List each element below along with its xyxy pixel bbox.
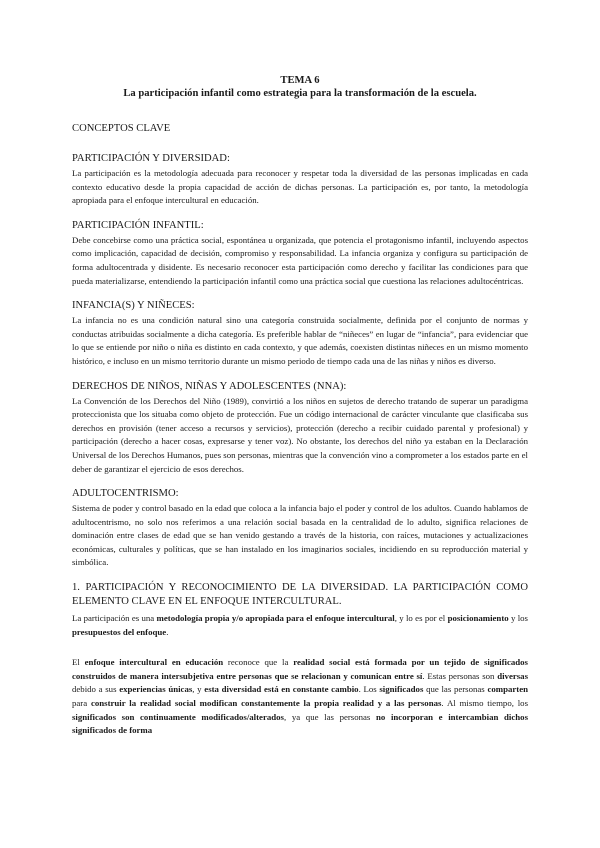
- text-run: para: [72, 698, 91, 709]
- bold-run: significados: [379, 684, 424, 695]
- text-run: . Los: [358, 684, 380, 695]
- text-run: El: [72, 657, 85, 668]
- section-body: Debe concebirse como una práctica social, espontánea u organizada, que potencia el protagonismo infantil, incluyendo aspectos como implicación, capacidad de decisión, compromiso y responsabilidad. La infancia organiza y configura su participación de forma adultocentrada y disidente. Es necesario reconocer esta participación como derecho y facilitar las condiciones para que pueda materializarse, entendiendo la participación infantil como una práctica social que cuestiona las relaciones adultocéntricas.: [72, 234, 528, 286]
- text-run: y los: [508, 613, 528, 624]
- bold-run: posicionamiento: [447, 613, 509, 624]
- text-run: . Al mismo tiempo, los: [441, 698, 529, 709]
- section-body: La Convención de los Derechos del Niño (1989), convirtió a los niños en sujetos de derecho tratando de superar un paradigma proteccionista que los situaba como objeto de protección. Fue un código internacional de carácter vinculante que clasificaba sus derechos en provisión (tener acceso a recursos y servicios), protección (derecho a recibir cuidado parental y profesional) y participación (derecho a hacer cosas, expresarse y tener voz). No obstante, los derechos del niño ya estaban en la Declaración Universal de los Derechos Humanos, pues son personas, mientras que la convención vino a comprometer a los estados parte en el deber de garantizar el ejercicio de esos derechos.: [72, 395, 528, 474]
- text-run: , y lo es por el: [394, 613, 448, 624]
- bold-run: diversas: [497, 670, 528, 681]
- bold-run: enfoque intercultural en educación: [84, 657, 224, 668]
- section-participacion-diversidad: [72, 152, 528, 208]
- section-heading: INFANCIA(S) Y NIÑECES:: [72, 300, 195, 312]
- section-body: La participación es la metodología adecuada para reconocer y respetar toda la diversidad de las personas implicadas en cada contexto educativo desde la propia capacidad de acción de dichas personas. La participación es, por tanto, la metodología apropiada para el enfoque intercultural en educación.: [72, 168, 528, 206]
- document-title: TEMA 6: [280, 75, 320, 86]
- text-run: , y: [192, 684, 205, 695]
- bold-run: metodología propia y/o apropiada para el enfoque intercultural: [156, 613, 395, 624]
- bold-run: experiencias únicas: [119, 684, 193, 695]
- section-infancias-ninieces: [72, 299, 528, 368]
- section-derechos-nna: [72, 380, 528, 477]
- part1-heading: 1. PARTICIPACIÓN Y RECONOCIMIENTO DE LA DIVERSIDAD. LA PARTICIPACIÓN COMO ELEMENTO CLAVE EN EL ENFOQUE INTERCULTURAL.: [72, 582, 528, 607]
- document-subtitle: La participación infantil como estrategia para la transformación de la escuela.: [123, 88, 477, 99]
- text-run: debido a sus: [72, 684, 120, 695]
- text-run: , ya que las personas: [283, 711, 377, 722]
- bold-run: realidad social está formada por un tejido de significados construidos de manera intersubjetiva entre personas que se relacionan y comunican entre sí: [72, 657, 528, 681]
- part1-paragraph-1: [72, 612, 528, 639]
- bold-run: construir la realidad social modifican constantemente la propia realidad y a las personas: [90, 698, 442, 709]
- text-run: que las personas: [423, 684, 488, 695]
- bold-run: presupuestos del enfoque: [72, 626, 167, 637]
- paragraph-gap: [72, 639, 528, 656]
- conceptos-clave-heading: CONCEPTOS CLAVE: [72, 123, 171, 134]
- bold-run: esta diversidad está en constante cambio: [204, 684, 359, 695]
- text-run: .: [166, 626, 169, 637]
- section-heading: PARTICIPACIÓN Y DIVERSIDAD:: [72, 153, 230, 164]
- text-run: . Estas personas son: [422, 670, 498, 681]
- text-run: reconoce que la: [223, 657, 294, 668]
- section-body: Sistema de poder y control basado en la edad que coloca a la infancia bajo el poder y control de los adultos. Cuando hablamos de adultocentrismo, no solo nos referimos a una relación social basada en la centralidad de lo adulto, significa relaciones de dominación entre clases de edad que se han venido gestando a través de la historia, con raíces, mutaciones y actualizaciones económicas, culturales y políticas, que se han instalado en los imaginarios sociales, incidiendo en su reproducción material y simbólica.: [72, 503, 528, 568]
- section-body: La infancia no es una condición natural sino una categoría construida socialmente, definida por el conjunto de normas y conductas atribuidas socialmente a dicha categoría. Es preferible hablar de “niñeces” en lugar de “infancia”, para evidenciar que lo que se entiende por niño o niña es distinto en cada contexto, y que además, coexisten distintas niñeces en un mismo momento histórico, e incluso en un mismo territorio durante un mismo periodo de tiempo cada una de las niñas y niños es diverso.: [72, 315, 528, 366]
- bold-run: significados son continuamente modificados/alterados: [72, 711, 284, 722]
- section-participacion-infantil: [72, 219, 528, 288]
- part1-paragraph-2: [72, 656, 528, 738]
- text-run: La participación es una: [72, 613, 157, 624]
- section-heading: PARTICIPACIÓN INFANTIL:: [72, 219, 204, 231]
- bold-run: comparten: [487, 684, 528, 695]
- section-adultocentrismo: [72, 487, 528, 570]
- section-heading: DERECHOS DE NIÑOS, NIÑAS Y ADOLESCENTES (NNA):: [72, 380, 347, 392]
- bold-run: no incorporan e intercambian dichos significados de forma: [72, 711, 528, 736]
- section-heading: ADULTOCENTRISMO:: [72, 488, 179, 500]
